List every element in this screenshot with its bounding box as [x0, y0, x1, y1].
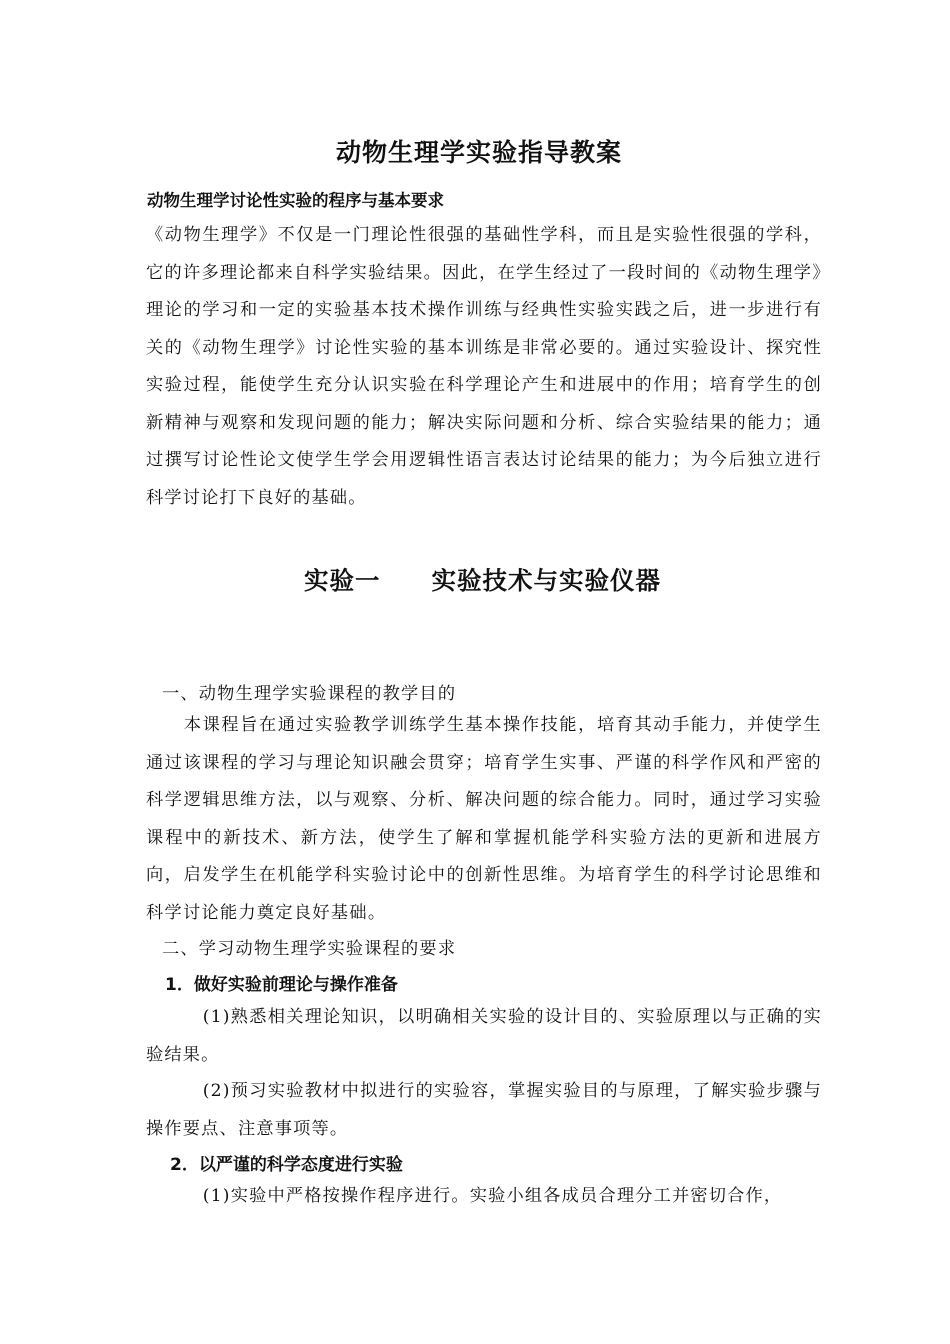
item2-paragraph-1: (1)实验中严格按操作程序进行。实验小组各成员合理分工并密切合作，: [202, 1186, 783, 1206]
section1-heading: 一、动物生理学实验课程的教学目的: [162, 684, 457, 704]
item1-paragraph-2: (2)预习实验教材中拟进行的实验容，掌握实验目的与原理，了解实验步骤与操作要点、注意事项等。: [146, 1081, 822, 1139]
section2-heading: 二、学习动物生理学实验课程的要求: [162, 939, 457, 959]
item1-paragraph-1: (1)熟悉相关理论知识，以明确相关实验的设计目的、实验原理以与正确的实验结果。: [146, 1007, 822, 1065]
intro-paragraph: 《动物生理学》不仅是一门理论性很强的基础性学科，而且是实验性很强的学科，它的许多理论都来自科学实验结果。因此，在学生经过了一段时间的《动物生理学》理论的学习和一定的实验基本技术操作训练与经典性实验实践之后，进一步进行有关的《动物生理学》讨论性实验的基本训练是非常必要的。通过实验设计、探究性实验过程，能使学生充分认识实验在科学理论产生和进展中的作用；培育学生的创新精神与观察和发现问题的能力；解决实际问题和分析、综合实验结果的能力；通过撰写讨论性论文使学生学会用逻辑性语言表达讨论结果的能力；为今后独立进行科学讨论打下良好的基础。: [146, 225, 822, 508]
item1-heading: 1．做好实验前理论与操作准备: [165, 975, 398, 995]
experiment-title: 实验一 实验技术与实验仪器: [304, 566, 661, 595]
document-title: 动物生理学实验指导教案: [336, 138, 623, 167]
item2-heading: 2．以严谨的科学态度进行实验: [170, 1155, 403, 1175]
section1-body: 本课程旨在通过实验教学训练学生基本操作技能，培育其动手能力，并使学生通过该课程的学习与理论知识融会贯穿；培育学生实事、严谨的科学作风和严密的科学逻辑思维方法，以与观察、分析、解决问题的综合能力。同时，通过学习实验课程中的新技术、新方法，使学生了解和掌握机能学科实验方法的更新和进展方向，启发学生在机能学科实验讨论中的创新性思维。为培育学生的科学讨论思维和科学讨论能力奠定良好基础。: [146, 715, 822, 923]
subtitle: 动物生理学讨论性实验的程序与基本要求: [147, 191, 444, 210]
